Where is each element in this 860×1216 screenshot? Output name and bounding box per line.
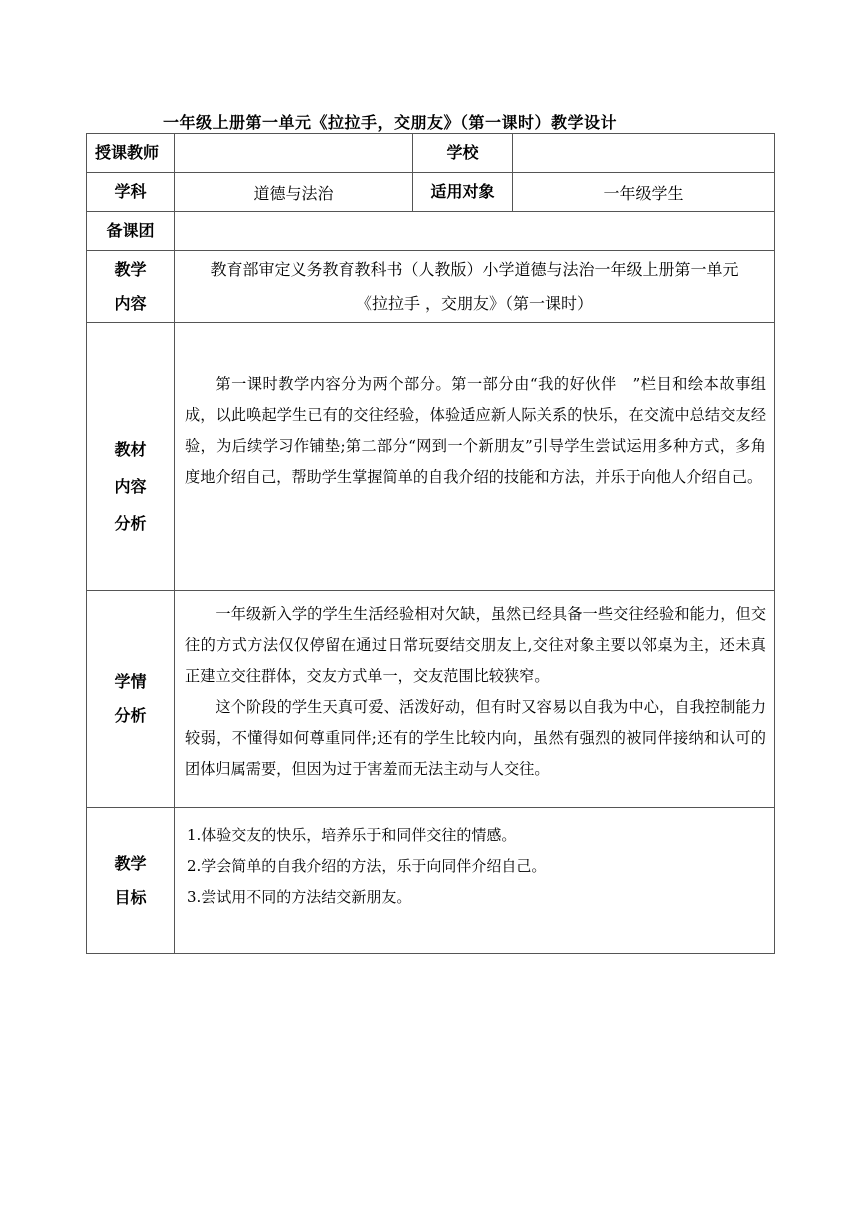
situation-value <box>175 591 775 808</box>
material-value <box>175 323 775 591</box>
situation-paragraph: 这个阶段的学生天真可爱、活泼好动，但有时又容易以自我为中心，自我控制能力较弱，不懂得如何尊重同伴;还有的学生比较内向，虽然有强烈的被同伴接纳和认可的团体归属需要，但因为过于害羞而无法主动与人交往。 <box>185 698 766 778</box>
material-label-line: 分析 <box>114 514 147 533</box>
subject-label: 学科 <box>87 173 175 212</box>
situation-label <box>87 591 175 808</box>
content-label <box>87 251 175 323</box>
situation-label-line: 分析 <box>114 706 147 725</box>
goal-item: 1.体验交友的快乐，培养乐于和同伴交往的情感。 <box>187 826 517 844</box>
goals-label-line: 教学 <box>114 853 147 873</box>
document-title: 一年级上册第一单元《拉拉手，交朋友》（第一课时）教学设计 <box>162 113 617 132</box>
material-paragraph: 第一课时教学内容分为两个部分。第一部分由“我的好伙伴 ”栏目和绘本故事组成，以此唤起学生已有的交往经验，体验适应新人际关系的快乐，在交流中总结交友经验，为后续学习作铺垫;第二部分“网到一个新朋友”引导学生尝试运用多种方式，多角度地介绍自己，帮助学生掌握简单的自我介绍的技能和方法，并乐于向他人介绍自己。 <box>185 375 766 486</box>
lesson-plan-table <box>86 133 775 954</box>
subject-value: 道德与法治 <box>175 173 413 212</box>
goals-label-line: 目标 <box>114 887 147 907</box>
teacher-value <box>175 134 413 173</box>
goal-item: 3.尝试用不同的方法结交新朋友。 <box>187 888 412 906</box>
content-label-line: 教学 <box>114 259 147 279</box>
teacher-school-row <box>87 134 775 173</box>
material-label <box>87 323 175 591</box>
goals-value <box>175 808 775 954</box>
audience-label: 适用对象 <box>413 173 513 212</box>
goal-item: 2.学会简单的自我介绍的方法，乐于向同伴介绍自己。 <box>187 857 547 875</box>
material-row <box>87 323 775 591</box>
team-row <box>87 212 775 251</box>
school-label: 学校 <box>413 134 513 173</box>
school-value <box>513 134 775 173</box>
goals-row <box>87 808 775 954</box>
audience-value: 一年级学生 <box>513 173 775 212</box>
content-label-line: 内容 <box>114 293 147 313</box>
subject-audience-row <box>87 173 775 212</box>
content-value <box>175 251 775 323</box>
content-row <box>87 251 775 323</box>
material-label-line: 内容 <box>114 477 147 496</box>
content-line: 《拉拉手 ，交朋友》（第一课时） <box>355 293 594 313</box>
material-label-line: 教材 <box>114 440 147 459</box>
teacher-label: 授课教师 <box>87 134 175 173</box>
team-value <box>175 212 775 251</box>
situation-paragraph: 一年级新入学的学生生活经验相对欠缺，虽然已经具备一些交往经验和能力，但交往的方式方法仅仅停留在通过日常玩耍结交朋友上,交往对象主要以邻桌为主，还未真正建立交往群体，交友方式单一，交友范围比较狭窄。 <box>185 605 766 685</box>
situation-row <box>87 591 775 808</box>
situation-label-line: 学情 <box>114 672 147 691</box>
content-line: 教育部审定义务教育教科书（人教版）小学道德与法治一年级上册第一单元 <box>210 259 739 279</box>
goals-label <box>87 808 175 954</box>
team-label: 备课团 <box>87 212 175 251</box>
